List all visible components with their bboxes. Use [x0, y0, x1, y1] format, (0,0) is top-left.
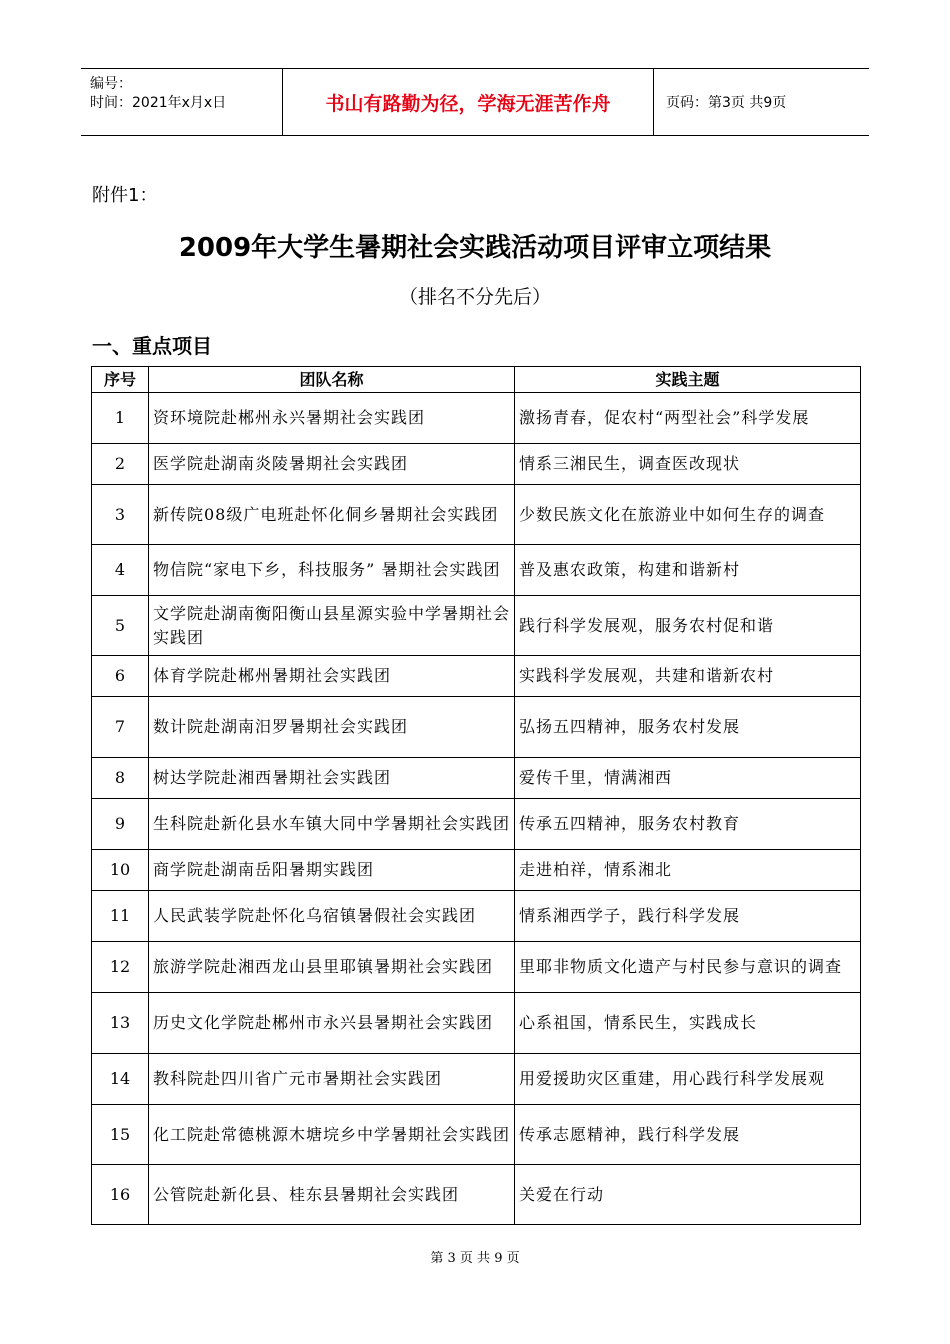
- row-team: 体育学院赴郴州暑期社会实践团: [149, 656, 515, 697]
- row-theme: 弘扬五四精神，服务农村发展: [515, 697, 861, 758]
- row-team: 人民武装学院赴怀化乌宿镇暑假社会实践团: [149, 891, 515, 942]
- row-team: 旅游学院赴湘西龙山县里耶镇暑期社会实践团: [149, 942, 515, 993]
- table-row: [92, 1054, 861, 1105]
- row-theme: 践行科学发展观，服务农村促和谐: [515, 596, 861, 656]
- row-theme: 实践科学发展观，共建和谐新农村: [515, 656, 861, 697]
- row-team: 生科院赴新化县水车镇大同中学暑期社会实践团: [149, 799, 515, 850]
- table-row: [92, 444, 861, 485]
- header-page-info: 页码：第3页 共9页: [666, 95, 787, 111]
- table-row: [92, 1105, 861, 1165]
- table-row: [92, 485, 861, 545]
- row-team: 资环境院赴郴州永兴暑期社会实践团: [149, 393, 515, 444]
- row-team: 新传院08级广电班赴怀化侗乡暑期社会实践团: [149, 485, 515, 545]
- row-team: 历史文化学院赴郴州市永兴县暑期社会实践团: [149, 993, 515, 1054]
- header-middle-cell: [283, 69, 654, 135]
- row-no: 7: [92, 697, 149, 758]
- header-no: 序号: [92, 367, 149, 393]
- row-no: 8: [92, 758, 149, 799]
- attachment-label: 附件1：: [92, 185, 158, 206]
- row-theme: 爱传千里，情满湘西: [515, 758, 861, 799]
- row-team: 化工院赴常德桃源木塘垸乡中学暑期社会实践团: [149, 1105, 515, 1165]
- header-right-cell: [654, 69, 869, 135]
- header-motto: 书山有路勤为径，学海无涯苦作舟: [325, 92, 611, 115]
- header-left-cell: [81, 69, 283, 135]
- serial-label: 编号：: [90, 76, 132, 92]
- table-row: [92, 697, 861, 758]
- table-row: [92, 758, 861, 799]
- date-label: 时间：2021年x月x日: [90, 95, 227, 111]
- row-no: 4: [92, 545, 149, 596]
- row-theme: 心系祖国，情系民生，实践成长: [515, 993, 861, 1054]
- section-heading: 一、重点项目: [92, 334, 212, 358]
- row-team: 树达学院赴湘西暑期社会实践团: [149, 758, 515, 799]
- page-title: 2009年大学生暑期社会实践活动项目评审立项结果: [178, 233, 772, 263]
- row-team: 数计院赴湖南汨罗暑期社会实践团: [149, 697, 515, 758]
- row-no: 15: [92, 1105, 149, 1165]
- row-theme: 传承五四精神，服务农村教育: [515, 799, 861, 850]
- row-theme: 情系湘西学子，践行科学发展: [515, 891, 861, 942]
- row-no: 2: [92, 444, 149, 485]
- row-team: 商学院赴湖南岳阳暑期实践团: [149, 850, 515, 891]
- table-row: [92, 891, 861, 942]
- table-row: [92, 942, 861, 993]
- page-footer: 第 3 页 共 9 页: [430, 1251, 520, 1266]
- table-row: [92, 1165, 861, 1225]
- row-theme: 情系三湘民生，调查医改现状: [515, 444, 861, 485]
- table-row: [92, 656, 861, 697]
- row-theme: 里耶非物质文化遗产与村民参与意识的调查: [515, 942, 861, 993]
- row-theme: 传承志愿精神，践行科学发展: [515, 1105, 861, 1165]
- row-no: 10: [92, 850, 149, 891]
- table-row: [92, 993, 861, 1054]
- header-theme: 实践主题: [515, 367, 861, 393]
- row-theme: 走进柏祥，情系湘北: [515, 850, 861, 891]
- row-team: 公管院赴新化县、桂东县暑期社会实践团: [149, 1165, 515, 1225]
- row-no: 16: [92, 1165, 149, 1225]
- row-theme: 用爱援助灾区重建，用心践行科学发展观: [515, 1054, 861, 1105]
- table-row: [92, 545, 861, 596]
- row-no: 6: [92, 656, 149, 697]
- row-theme: 关爱在行动: [515, 1165, 861, 1225]
- row-no: 5: [92, 596, 149, 656]
- row-no: 14: [92, 1054, 149, 1105]
- table-header-row: [92, 367, 861, 393]
- row-theme: 普及惠农政策，构建和谐新村: [515, 545, 861, 596]
- row-no: 12: [92, 942, 149, 993]
- results-table: [91, 366, 861, 1225]
- row-no: 3: [92, 485, 149, 545]
- row-team: 物信院“家电下乡，科技服务” 暑期社会实践团: [149, 545, 515, 596]
- table-row: [92, 850, 861, 891]
- row-theme: 少数民族文化在旅游业中如何生存的调查: [515, 485, 861, 545]
- table-row: [92, 799, 861, 850]
- row-team: 教科院赴四川省广元市暑期社会实践团: [149, 1054, 515, 1105]
- table-row: [92, 393, 861, 444]
- row-no: 9: [92, 799, 149, 850]
- row-no: 1: [92, 393, 149, 444]
- row-no: 11: [92, 891, 149, 942]
- row-team: 文学院赴湖南衡阳衡山县星源实验中学暑期社会实践团: [149, 596, 515, 656]
- row-theme: 激扬青春，促农村“两型社会”科学发展: [515, 393, 861, 444]
- page-subtitle: （排名不分先后）: [398, 286, 551, 308]
- page-header: [81, 68, 869, 136]
- table-row: [92, 596, 861, 656]
- row-team: 医学院赴湖南炎陵暑期社会实践团: [149, 444, 515, 485]
- row-no: 13: [92, 993, 149, 1054]
- header-team: 团队名称: [149, 367, 515, 393]
